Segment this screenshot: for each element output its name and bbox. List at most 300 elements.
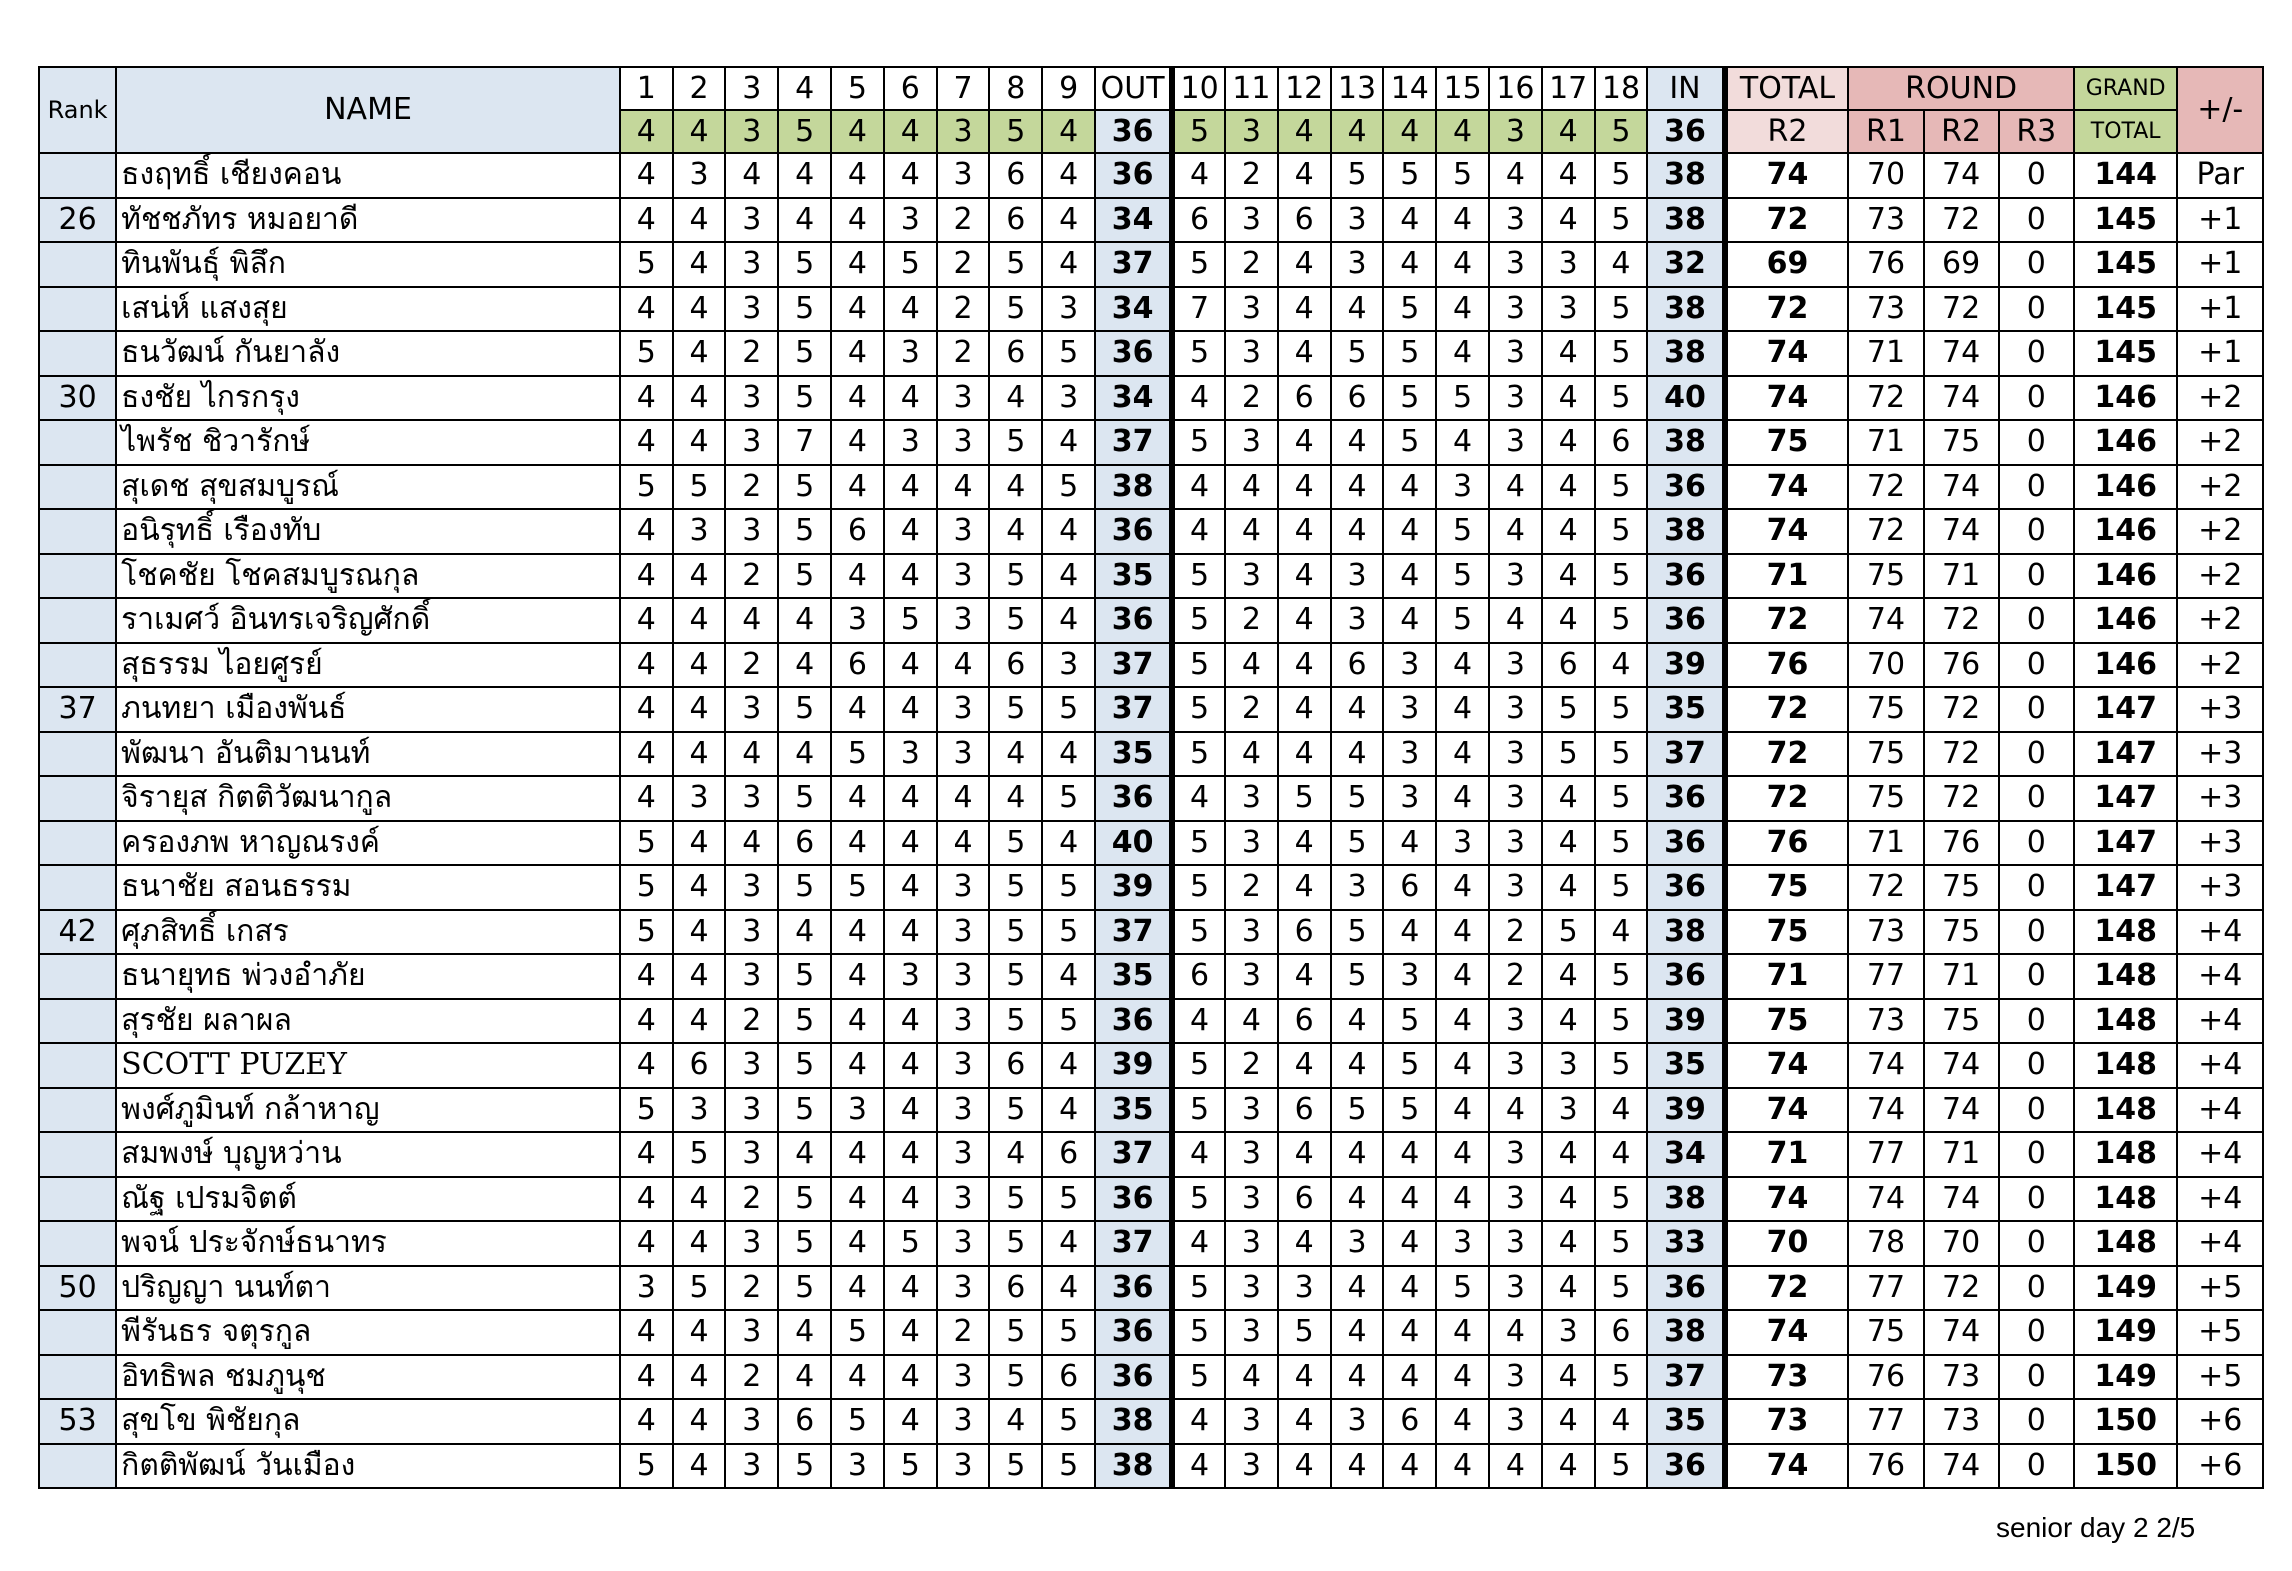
player-row xyxy=(39,1088,2263,1133)
rank-cell xyxy=(39,598,116,643)
plus-minus: +5 xyxy=(2177,1310,2263,1355)
hole-score: 2 xyxy=(1489,910,1542,955)
round-r3: 0 xyxy=(1999,910,2074,955)
hole-score: 3 xyxy=(1225,420,1278,465)
hole-score: 3 xyxy=(1331,598,1384,643)
hole-score: 3 xyxy=(673,1088,726,1133)
hole-score: 2 xyxy=(937,1310,990,1355)
hole-score: 5 xyxy=(1172,732,1225,777)
player-name: สุธรรม ไอยศูรย์ xyxy=(116,643,620,688)
out-total: 37 xyxy=(1095,420,1172,465)
hole-score: 3 xyxy=(1225,954,1278,999)
in-total: 36 xyxy=(1647,821,1724,866)
player-name: ไพรัช ชิวารักษ์ xyxy=(116,420,620,465)
player-row xyxy=(39,732,2263,777)
hole-score: 4 xyxy=(673,331,726,376)
hole-score: 5 xyxy=(778,1088,831,1133)
hole-score: 4 xyxy=(1042,1266,1095,1311)
hole-score: 3 xyxy=(1489,776,1542,821)
out-total: 39 xyxy=(1095,1043,1172,1088)
hole-score: 4 xyxy=(831,1266,884,1311)
hole-score: 4 xyxy=(1278,1221,1331,1266)
hole-score: 2 xyxy=(937,287,990,332)
in-total: 36 xyxy=(1647,465,1724,510)
hole-score: 3 xyxy=(937,1043,990,1088)
hole-score: 4 xyxy=(1436,1310,1489,1355)
hole-score: 4 xyxy=(673,687,726,732)
hole-score: 4 xyxy=(1278,865,1331,910)
header-hole: 4 xyxy=(778,67,831,110)
hole-score: 5 xyxy=(778,776,831,821)
hole-score: 3 xyxy=(725,1399,778,1444)
hole-score: 4 xyxy=(673,954,726,999)
header-grand-sub: TOTAL xyxy=(2074,110,2178,153)
hole-score: 6 xyxy=(1278,1088,1331,1133)
round-r1: 75 xyxy=(1848,687,1923,732)
hole-score: 5 xyxy=(1042,999,1095,1044)
hole-score: 5 xyxy=(1042,331,1095,376)
in-total: 38 xyxy=(1647,287,1724,332)
hole-score: 4 xyxy=(831,420,884,465)
hole-score: 5 xyxy=(1383,376,1436,421)
hole-score: 3 xyxy=(884,198,937,243)
hole-score: 6 xyxy=(778,821,831,866)
round-r3: 0 xyxy=(1999,242,2074,287)
hole-score: 4 xyxy=(884,865,937,910)
hole-score: 3 xyxy=(1383,732,1436,777)
rank-cell xyxy=(39,554,116,599)
hole-score: 4 xyxy=(831,687,884,732)
round-r1: 71 xyxy=(1848,821,1923,866)
hole-score: 4 xyxy=(831,198,884,243)
player-row xyxy=(39,1132,2263,1177)
hole-score: 4 xyxy=(1436,1088,1489,1133)
hole-score: 3 xyxy=(937,1399,990,1444)
hole-score: 4 xyxy=(1542,954,1595,999)
grand-total: 148 xyxy=(2074,1221,2178,1266)
hole-score: 4 xyxy=(884,1310,937,1355)
hole-score: 4 xyxy=(884,910,937,955)
player-name: พัฒนา อันติมานนท์ xyxy=(116,732,620,777)
hole-score: 4 xyxy=(1331,1266,1384,1311)
header-total: TOTAL xyxy=(1725,67,1849,110)
hole-score: 5 xyxy=(620,242,673,287)
hole-score: 3 xyxy=(831,1444,884,1489)
rank-cell xyxy=(39,776,116,821)
hole-score: 3 xyxy=(1331,198,1384,243)
hole-score: 4 xyxy=(620,153,673,198)
hole-score: 2 xyxy=(1225,376,1278,421)
hole-score: 4 xyxy=(831,999,884,1044)
hole-score: 3 xyxy=(937,554,990,599)
hole-score: 5 xyxy=(1595,554,1648,599)
round-total: 72 xyxy=(1725,732,1849,777)
player-name: ราเมศว์ อินทรเจริญศักดิ์ xyxy=(116,598,620,643)
hole-score: 4 xyxy=(1278,732,1331,777)
hole-score: 5 xyxy=(1331,776,1384,821)
round-r1: 77 xyxy=(1848,1132,1923,1177)
grand-total: 145 xyxy=(2074,242,2178,287)
hole-score: 3 xyxy=(1225,1399,1278,1444)
hole-score: 4 xyxy=(673,1177,726,1222)
hole-score: 4 xyxy=(1172,1221,1225,1266)
round-r2: 74 xyxy=(1924,1177,1999,1222)
round-total: 76 xyxy=(1725,643,1849,688)
hole-score: 3 xyxy=(937,420,990,465)
hole-score: 5 xyxy=(673,465,726,510)
hole-score: 4 xyxy=(673,242,726,287)
hole-score: 6 xyxy=(1278,376,1331,421)
hole-score: 4 xyxy=(1542,1221,1595,1266)
hole-score: 3 xyxy=(937,1444,990,1489)
hole-score: 4 xyxy=(1278,643,1331,688)
hole-score: 5 xyxy=(989,242,1042,287)
hole-score: 6 xyxy=(778,1399,831,1444)
rank-cell: 26 xyxy=(39,198,116,243)
hole-score: 4 xyxy=(831,376,884,421)
player-name: กิตติพัฒน์ วันเมือง xyxy=(116,1444,620,1489)
hole-score: 3 xyxy=(1042,287,1095,332)
grand-total: 147 xyxy=(2074,732,2178,777)
hole-score: 3 xyxy=(1225,198,1278,243)
round-r3: 0 xyxy=(1999,1043,2074,1088)
par-value: 4 xyxy=(884,110,937,153)
hole-score: 3 xyxy=(937,954,990,999)
player-row xyxy=(39,420,2263,465)
hole-score: 4 xyxy=(1172,1444,1225,1489)
player-row xyxy=(39,1399,2263,1444)
round-r1: 72 xyxy=(1848,465,1923,510)
hole-score: 4 xyxy=(620,687,673,732)
hole-score: 2 xyxy=(725,554,778,599)
round-r2: 72 xyxy=(1924,732,1999,777)
round-r3: 0 xyxy=(1999,776,2074,821)
hole-score: 4 xyxy=(620,643,673,688)
hole-score: 5 xyxy=(1172,643,1225,688)
round-r1: 73 xyxy=(1848,910,1923,955)
hole-score: 5 xyxy=(778,954,831,999)
hole-score: 4 xyxy=(620,420,673,465)
hole-score: 4 xyxy=(1436,420,1489,465)
hole-score: 3 xyxy=(884,954,937,999)
hole-score: 5 xyxy=(1595,776,1648,821)
hole-score: 4 xyxy=(989,776,1042,821)
hole-score: 5 xyxy=(1595,821,1648,866)
hole-score: 6 xyxy=(989,198,1042,243)
hole-score: 5 xyxy=(1172,910,1225,955)
hole-score: 4 xyxy=(1436,732,1489,777)
hole-score: 5 xyxy=(831,732,884,777)
out-total: 36 xyxy=(1095,331,1172,376)
hole-score: 4 xyxy=(1383,1132,1436,1177)
round-r3: 0 xyxy=(1999,198,2074,243)
round-r2: 74 xyxy=(1924,1310,1999,1355)
hole-score: 4 xyxy=(1331,1444,1384,1489)
round-r2: 73 xyxy=(1924,1355,1999,1400)
hole-score: 3 xyxy=(937,732,990,777)
rank-cell: 30 xyxy=(39,376,116,421)
hole-score: 3 xyxy=(725,198,778,243)
grand-total: 146 xyxy=(2074,509,2178,554)
header-hole: 2 xyxy=(673,67,726,110)
hole-score: 2 xyxy=(725,1266,778,1311)
hole-score: 4 xyxy=(1436,954,1489,999)
hole-score: 4 xyxy=(1595,643,1648,688)
hole-score: 4 xyxy=(1172,153,1225,198)
hole-score: 5 xyxy=(1172,331,1225,376)
plus-minus: +4 xyxy=(2177,910,2263,955)
round-r2: 74 xyxy=(1924,1444,1999,1489)
hole-score: 5 xyxy=(884,1221,937,1266)
round-total: 71 xyxy=(1725,1132,1849,1177)
hole-score: 5 xyxy=(989,1444,1042,1489)
hole-score: 4 xyxy=(620,376,673,421)
hole-score: 5 xyxy=(989,687,1042,732)
hole-score: 5 xyxy=(778,1266,831,1311)
round-r2: 75 xyxy=(1924,999,1999,1044)
hole-score: 3 xyxy=(1225,776,1278,821)
grand-total: 144 xyxy=(2074,153,2178,198)
hole-score: 5 xyxy=(1436,153,1489,198)
grand-total: 145 xyxy=(2074,287,2178,332)
hole-score: 3 xyxy=(1489,1355,1542,1400)
in-total: 38 xyxy=(1647,910,1724,955)
hole-score: 4 xyxy=(1595,242,1648,287)
hole-score: 4 xyxy=(1383,1444,1436,1489)
hole-score: 5 xyxy=(1331,331,1384,376)
round-r3: 0 xyxy=(1999,732,2074,777)
hole-score: 5 xyxy=(1542,732,1595,777)
hole-score: 4 xyxy=(1278,242,1331,287)
hole-score: 4 xyxy=(673,821,726,866)
hole-score: 4 xyxy=(1278,821,1331,866)
hole-score: 4 xyxy=(725,732,778,777)
round-total: 72 xyxy=(1725,598,1849,643)
in-total: 36 xyxy=(1647,598,1724,643)
in-total: 32 xyxy=(1647,242,1724,287)
out-total: 36 xyxy=(1095,509,1172,554)
hole-score: 3 xyxy=(1542,1310,1595,1355)
hole-score: 4 xyxy=(1436,287,1489,332)
in-total: 35 xyxy=(1647,687,1724,732)
hole-score: 3 xyxy=(725,1088,778,1133)
player-name: โชคชัย โชคสมบูรณกุล xyxy=(116,554,620,599)
hole-score: 6 xyxy=(1278,1177,1331,1222)
hole-score: 6 xyxy=(1383,865,1436,910)
rank-cell xyxy=(39,865,116,910)
hole-score: 3 xyxy=(1489,1399,1542,1444)
hole-score: 6 xyxy=(1383,1399,1436,1444)
player-row xyxy=(39,1221,2263,1266)
header-round: ROUND xyxy=(1848,67,2073,110)
player-name: ภนทยา เมืองพันธ์ xyxy=(116,687,620,732)
hole-score: 3 xyxy=(1331,865,1384,910)
hole-score: 5 xyxy=(1383,1043,1436,1088)
hole-score: 5 xyxy=(778,687,831,732)
round-r2: 71 xyxy=(1924,1132,1999,1177)
hole-score: 4 xyxy=(1436,242,1489,287)
round-r1: 72 xyxy=(1848,509,1923,554)
hole-score: 5 xyxy=(1595,1221,1648,1266)
hole-score: 4 xyxy=(725,598,778,643)
player-row xyxy=(39,643,2263,688)
hole-score: 4 xyxy=(884,465,937,510)
hole-score: 4 xyxy=(1542,598,1595,643)
hole-score: 5 xyxy=(1042,1444,1095,1489)
hole-score: 3 xyxy=(725,865,778,910)
plus-minus: +2 xyxy=(2177,554,2263,599)
round-r3: 0 xyxy=(1999,287,2074,332)
hole-score: 2 xyxy=(1225,242,1278,287)
round-r3: 0 xyxy=(1999,554,2074,599)
rank-cell xyxy=(39,420,116,465)
hole-score: 3 xyxy=(725,1132,778,1177)
hole-score: 4 xyxy=(620,1310,673,1355)
hole-score: 4 xyxy=(1331,732,1384,777)
hole-score: 5 xyxy=(1172,242,1225,287)
out-total: 34 xyxy=(1095,287,1172,332)
hole-score: 3 xyxy=(725,420,778,465)
player-name: ทัชชภัทร หมอยาดี xyxy=(116,198,620,243)
hole-score: 3 xyxy=(1225,1177,1278,1222)
in-total: 36 xyxy=(1647,776,1724,821)
header-grand: GRAND xyxy=(2074,67,2178,110)
out-total: 34 xyxy=(1095,376,1172,421)
header-in: IN xyxy=(1647,67,1724,110)
hole-score: 4 xyxy=(1042,1221,1095,1266)
hole-score: 4 xyxy=(673,732,726,777)
player-name: พจน์ ประจักษ์ธนาทร xyxy=(116,1221,620,1266)
hole-score: 3 xyxy=(1489,821,1542,866)
hole-score: 4 xyxy=(1542,1266,1595,1311)
hole-score: 6 xyxy=(1542,643,1595,688)
hole-score: 4 xyxy=(1225,999,1278,1044)
hole-score: 4 xyxy=(1542,1355,1595,1400)
par-value: 5 xyxy=(778,110,831,153)
hole-score: 4 xyxy=(1595,1088,1648,1133)
hole-score: 4 xyxy=(1489,598,1542,643)
hole-score: 4 xyxy=(1436,1132,1489,1177)
plus-minus: +1 xyxy=(2177,242,2263,287)
header-hole: 8 xyxy=(989,67,1042,110)
header-hole: 16 xyxy=(1489,67,1542,110)
out-total: 38 xyxy=(1095,1399,1172,1444)
in-total: 39 xyxy=(1647,643,1724,688)
hole-score: 5 xyxy=(1383,420,1436,465)
hole-score: 4 xyxy=(1042,1088,1095,1133)
hole-score: 4 xyxy=(1172,999,1225,1044)
round-r2: 76 xyxy=(1924,821,1999,866)
hole-score: 3 xyxy=(1489,865,1542,910)
hole-score: 5 xyxy=(620,865,673,910)
hole-score: 4 xyxy=(778,910,831,955)
round-total: 74 xyxy=(1725,1088,1849,1133)
round-total: 74 xyxy=(1725,465,1849,510)
player-row xyxy=(39,376,2263,421)
hole-score: 4 xyxy=(620,198,673,243)
hole-score: 5 xyxy=(1042,865,1095,910)
hole-score: 4 xyxy=(1436,198,1489,243)
hole-score: 5 xyxy=(778,287,831,332)
hole-score: 4 xyxy=(1042,554,1095,599)
plus-minus: +5 xyxy=(2177,1355,2263,1400)
hole-score: 5 xyxy=(884,1444,937,1489)
player-row xyxy=(39,776,2263,821)
hole-score: 4 xyxy=(1383,910,1436,955)
hole-score: 3 xyxy=(1225,1310,1278,1355)
round-total: 74 xyxy=(1725,153,1849,198)
hole-score: 4 xyxy=(1542,465,1595,510)
hole-score: 4 xyxy=(1225,1355,1278,1400)
hole-score: 4 xyxy=(620,1132,673,1177)
hole-score: 4 xyxy=(1489,1444,1542,1489)
hole-score: 4 xyxy=(1436,910,1489,955)
par-value: 4 xyxy=(1278,110,1331,153)
hole-score: 5 xyxy=(620,331,673,376)
hole-score: 5 xyxy=(989,1310,1042,1355)
grand-total: 148 xyxy=(2074,1132,2178,1177)
hole-score: 6 xyxy=(989,331,1042,376)
hole-score: 4 xyxy=(620,1043,673,1088)
hole-score: 3 xyxy=(1383,687,1436,732)
out-total: 37 xyxy=(1095,1221,1172,1266)
header-round-r2: R2 xyxy=(1924,110,1999,153)
hole-score: 6 xyxy=(989,1043,1042,1088)
hole-score: 4 xyxy=(884,999,937,1044)
hole-score: 4 xyxy=(1383,554,1436,599)
hole-score: 5 xyxy=(1595,287,1648,332)
hole-score: 5 xyxy=(1278,1310,1331,1355)
player-name: ปริญญา นนท์ตา xyxy=(116,1266,620,1311)
rank-cell xyxy=(39,1043,116,1088)
round-r1: 76 xyxy=(1848,242,1923,287)
round-r3: 0 xyxy=(1999,1399,2074,1444)
in-total: 35 xyxy=(1647,1043,1724,1088)
hole-score: 4 xyxy=(778,1132,831,1177)
hole-score: 3 xyxy=(1489,554,1542,599)
hole-score: 4 xyxy=(620,598,673,643)
hole-score: 4 xyxy=(1278,420,1331,465)
hole-score: 5 xyxy=(1595,1355,1648,1400)
hole-score: 6 xyxy=(1278,198,1331,243)
hole-score: 4 xyxy=(1436,1043,1489,1088)
plus-minus: +3 xyxy=(2177,687,2263,732)
hole-score: 4 xyxy=(937,776,990,821)
hole-score: 5 xyxy=(831,1310,884,1355)
hole-score: 6 xyxy=(831,643,884,688)
round-total: 72 xyxy=(1725,1266,1849,1311)
hole-score: 4 xyxy=(884,287,937,332)
round-total: 74 xyxy=(1725,1444,1849,1489)
hole-score: 4 xyxy=(620,732,673,777)
hole-score: 4 xyxy=(831,1221,884,1266)
hole-score: 4 xyxy=(1278,954,1331,999)
round-r1: 78 xyxy=(1848,1221,1923,1266)
hole-score: 4 xyxy=(1331,1355,1384,1400)
hole-score: 5 xyxy=(831,865,884,910)
round-r2: 75 xyxy=(1924,910,1999,955)
grand-total: 145 xyxy=(2074,198,2178,243)
hole-score: 4 xyxy=(831,331,884,376)
hole-score: 4 xyxy=(1542,198,1595,243)
hole-score: 5 xyxy=(989,1088,1042,1133)
rank-cell: 53 xyxy=(39,1399,116,1444)
hole-score: 4 xyxy=(1383,1355,1436,1400)
grand-total: 148 xyxy=(2074,999,2178,1044)
plus-minus: +6 xyxy=(2177,1444,2263,1489)
rank-cell xyxy=(39,821,116,866)
hole-score: 3 xyxy=(1331,242,1384,287)
